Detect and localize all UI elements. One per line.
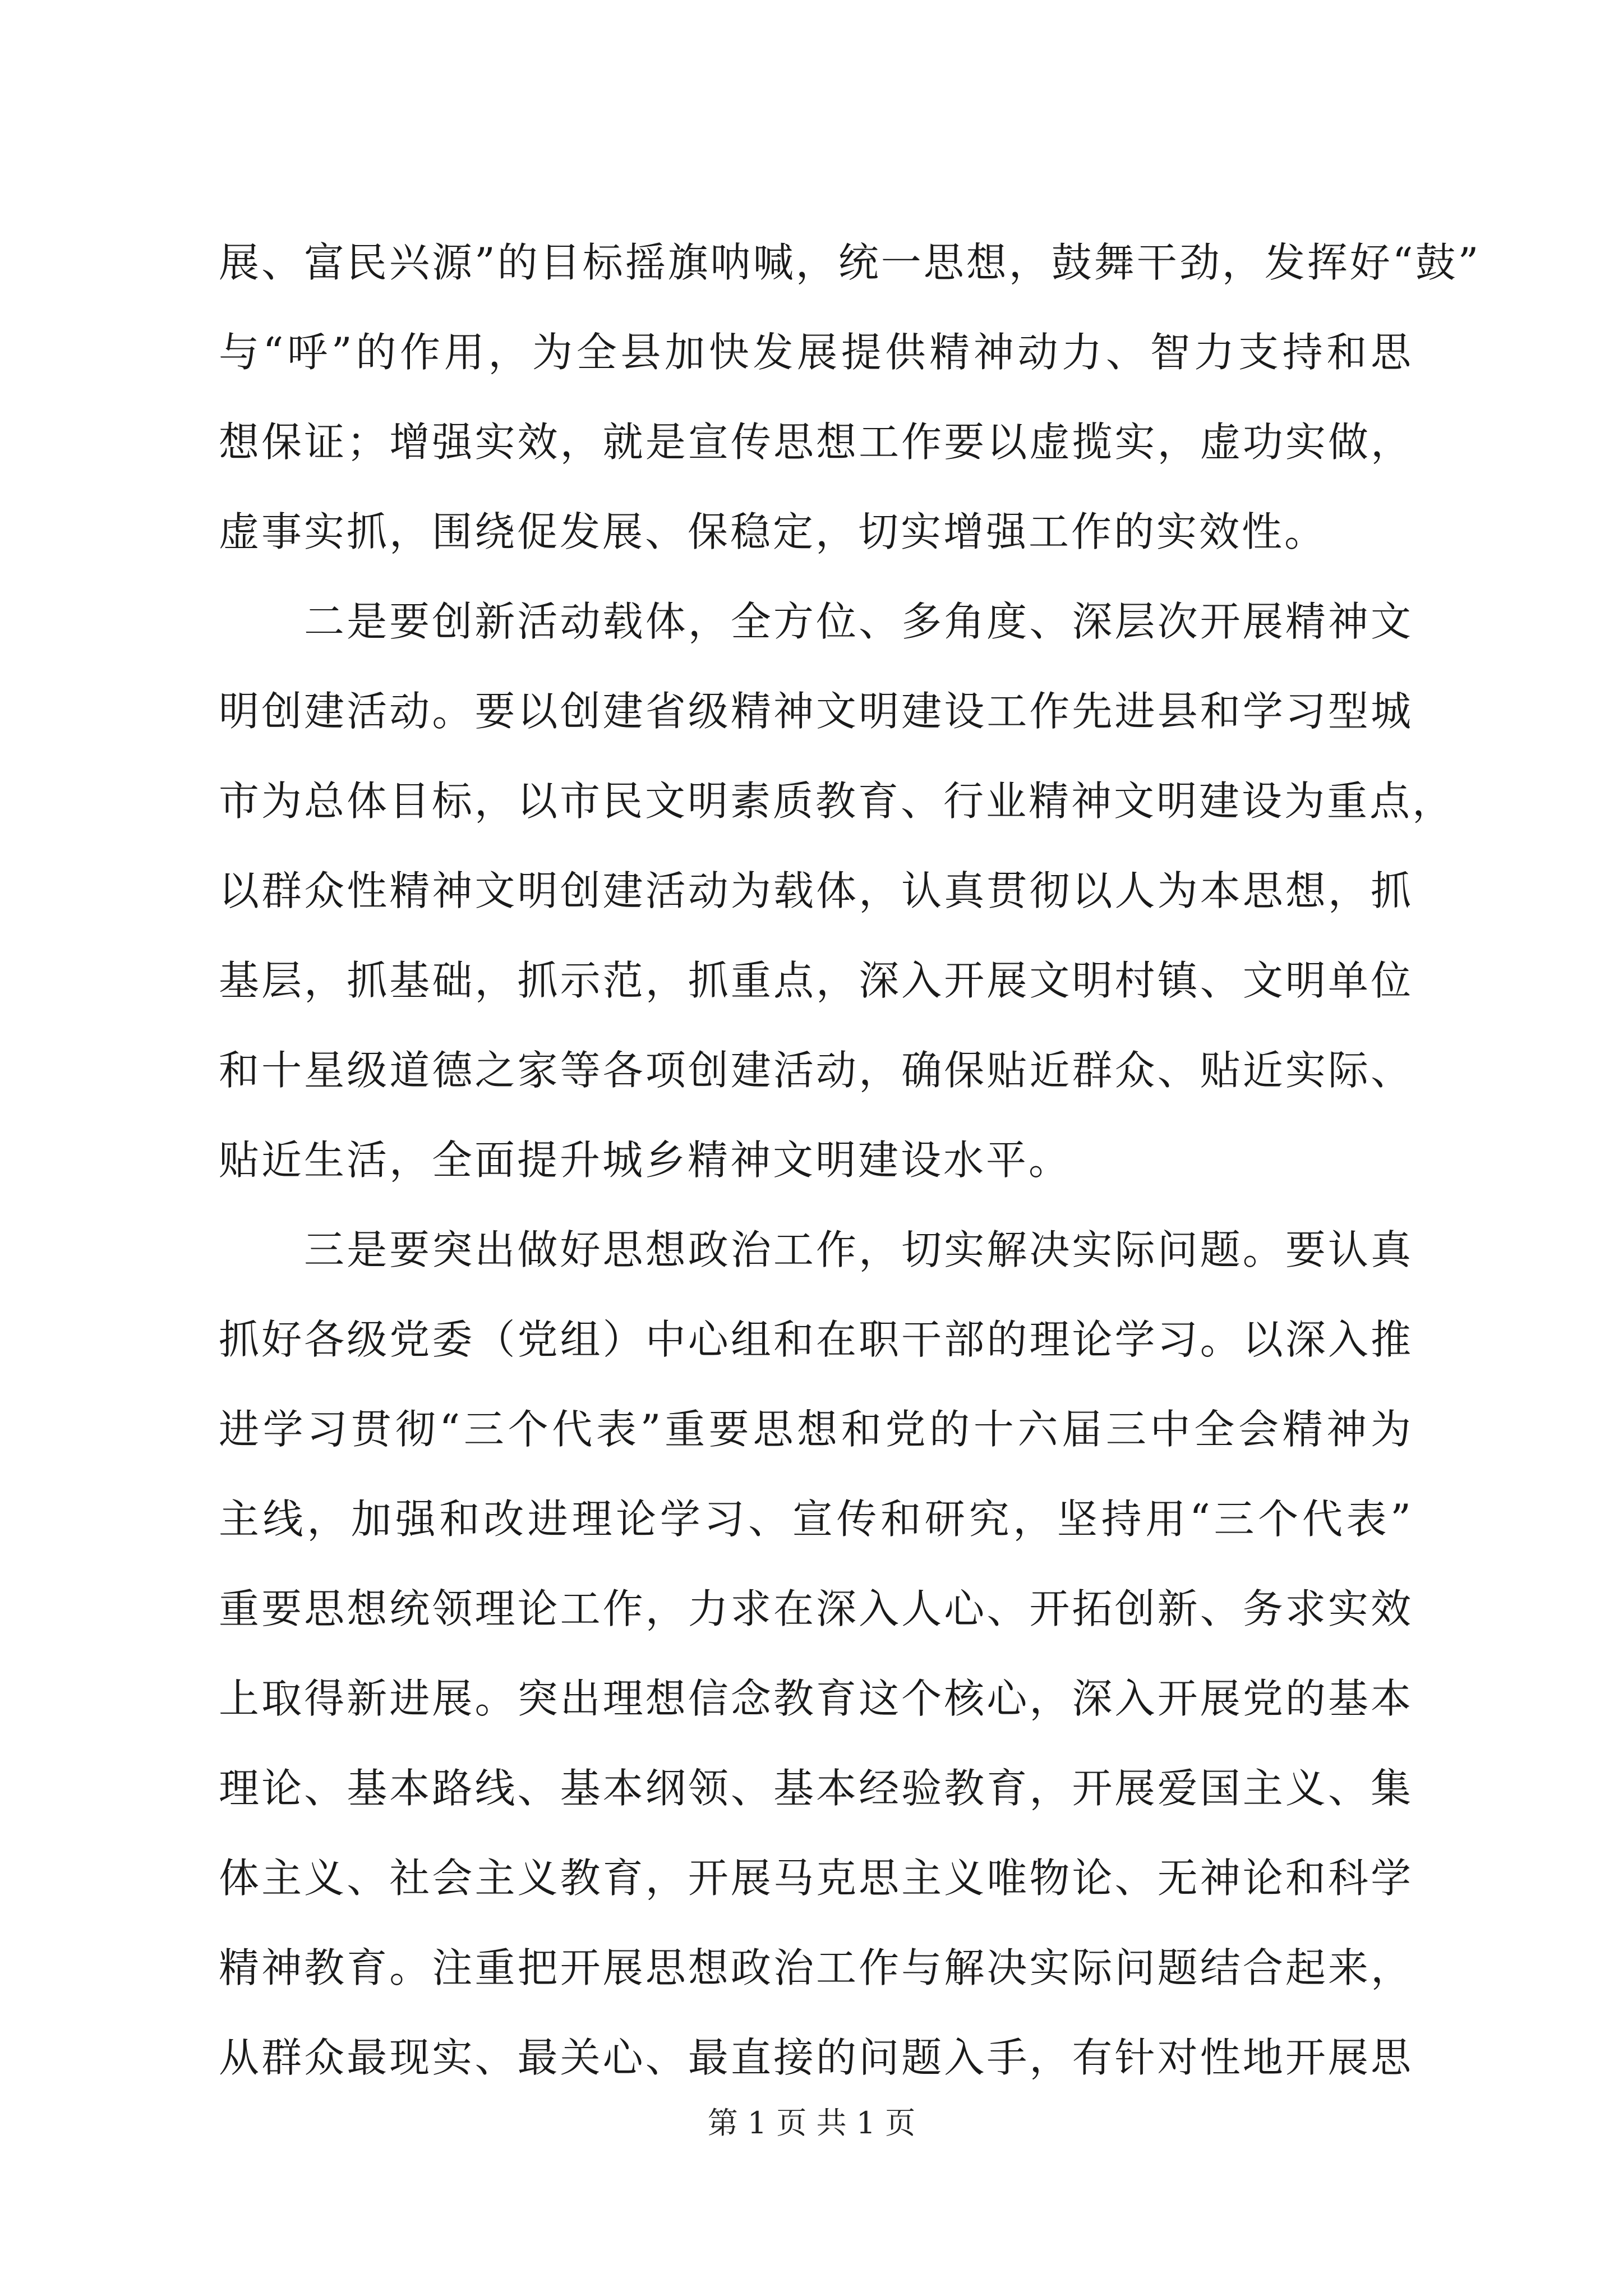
text-line-7: 市为总体目标，以市民文明素质教育、行业精神文明建设为重点， bbox=[219, 777, 1455, 825]
paragraph-3-line-1: 三是要突出做好思想政治工作，切实解决实际问题。要认真 bbox=[304, 1226, 1413, 1273]
text-line-11: 贴近生活，全面提升城乡精神文明建设水平。 bbox=[219, 1137, 1072, 1184]
text-line-9: 基层，抓基础，抓示范，抓重点，深入开展文明村镇、文明单位 bbox=[219, 957, 1413, 1004]
text-line-1: 展、富民兴源”的目标摇旗呐喊，统一思想，鼓舞干劲，发挥好“鼓” bbox=[219, 239, 1481, 286]
text-line-8: 以群众性精神文明创建活动为载体，认真贯彻以人为本思想，抓 bbox=[219, 867, 1413, 914]
text-line-19: 体主义、社会主义教育，开展马克思主义唯物论、无神论和科学 bbox=[219, 1855, 1413, 1902]
text-line-2: 与“呼”的作用，为全县加快发展提供精神动力、智力支持和思 bbox=[219, 329, 1413, 376]
text-line-20: 精神教育。注重把开展思想政治工作与解决实际问题结合起来， bbox=[219, 1944, 1413, 1991]
text-line-15: 主线，加强和改进理论学习、宣传和研究，坚持用“三个代表” bbox=[219, 1496, 1413, 1543]
text-line-13: 抓好各级党委（党组）中心组和在职干部的理论学习。以深入推 bbox=[219, 1316, 1413, 1363]
text-line-17: 上取得新进展。突出理想信念教育这个核心，深入开展党的基本 bbox=[219, 1675, 1413, 1722]
text-line-3: 想保证；增强实效，就是宣传思想工作要以虚揽实，虚功实做， bbox=[219, 418, 1413, 466]
text-line-21: 从群众最现实、最关心、最直接的问题入手，有针对性地开展思 bbox=[219, 2034, 1413, 2081]
text-line-4: 虚事实抓，围绕促发展、保稳定，切实增强工作的实效性。 bbox=[219, 508, 1327, 555]
text-line-10: 和十星级道德之家等各项创建活动，确保贴近群众、贴近实际、 bbox=[219, 1047, 1413, 1094]
text-line-16: 重要思想统领理论工作，力求在深入人心、开拓创新、务求实效 bbox=[219, 1585, 1413, 1632]
document-body bbox=[219, 218, 1481, 2102]
text-line-18: 理论、基本路线、基本纲领、基本经验教育，开展爱国主义、集 bbox=[219, 1765, 1413, 1812]
text-line-6: 明创建活动。要以创建省级精神文明建设工作先进县和学习型城 bbox=[219, 688, 1413, 735]
text-line-14: 进学习贯彻“三个代表”重要思想和党的十六届三中全会精神为 bbox=[219, 1406, 1413, 1453]
page-footer: 第 1 页 共 1 页 bbox=[707, 2105, 916, 2141]
paragraph-2-line-1: 二是要创新活动载体，全方位、多角度、深层次开展精神文 bbox=[304, 598, 1413, 645]
